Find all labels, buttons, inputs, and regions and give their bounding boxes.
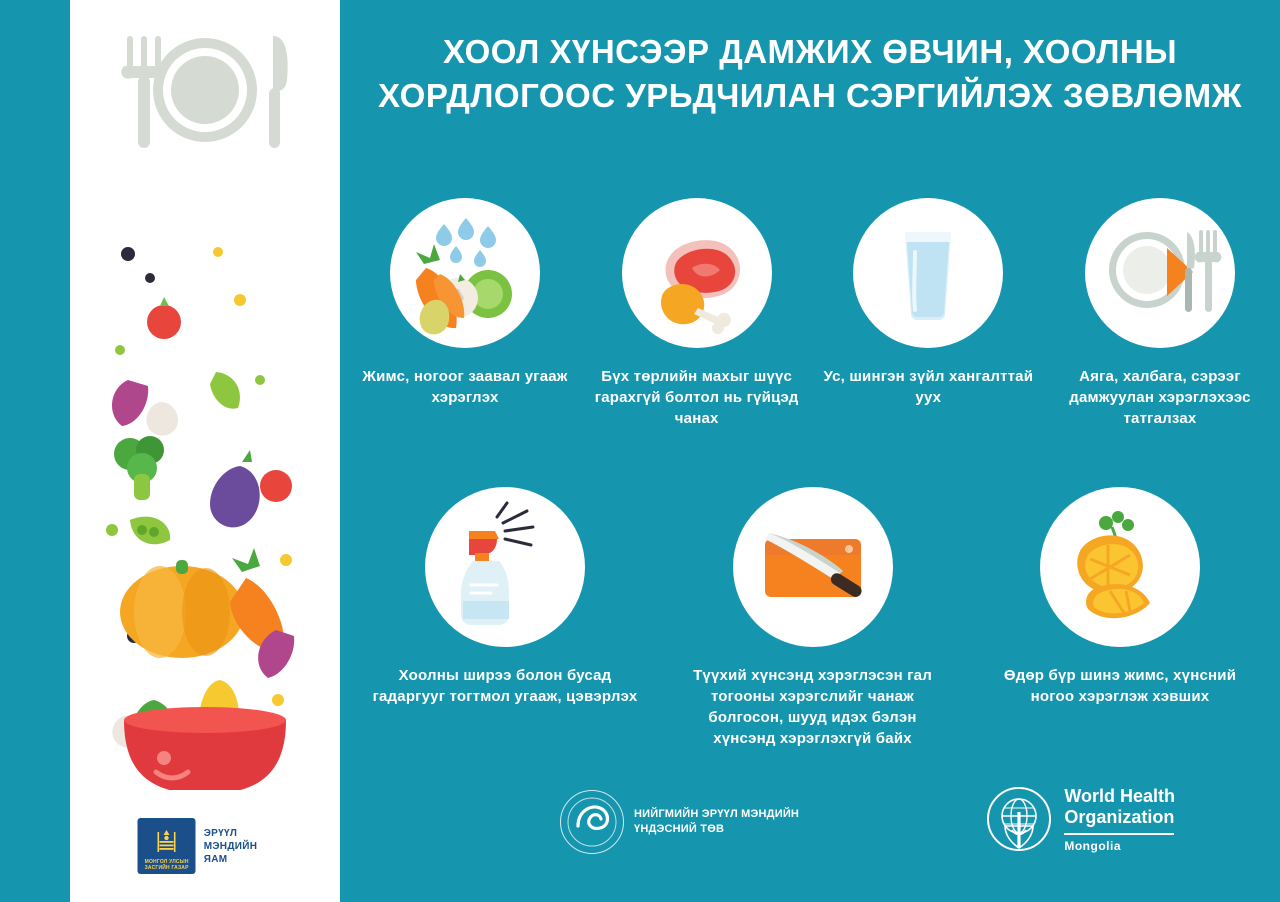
emblem-line2: ЗАСГИЙН ГАЗАР bbox=[144, 865, 189, 871]
spray-bottle-cleaning-icon bbox=[425, 487, 585, 647]
tips-row-1 bbox=[360, 198, 1265, 429]
ministry-logo bbox=[138, 818, 273, 874]
tip-label: Хоолны ширээ болон бусад гадаргууг тогтмол угааж, цэвэрлэх bbox=[372, 667, 638, 705]
tip-item bbox=[370, 487, 640, 749]
tips-row-2 bbox=[360, 487, 1265, 749]
tip-label: Ус, шингэн зүйл хангалттай уух bbox=[823, 368, 1034, 406]
ministry-name-line2: МЭНДИЙН ЯАМ bbox=[203, 840, 258, 865]
who-divider bbox=[1064, 833, 1174, 835]
ministry-emblem-icon bbox=[138, 818, 196, 874]
tip-item bbox=[678, 487, 948, 749]
nchd-line2: ҮНДЭСНИЙ ТӨВ bbox=[634, 823, 725, 835]
tip-item bbox=[823, 198, 1033, 429]
who-country: Mongolia bbox=[1064, 838, 1121, 853]
tip-label: Өдөр бүр шинэ жимс, хүнсний ногоо хэрэглэж хэвших bbox=[1003, 667, 1237, 705]
tip-label: Түүхий хүнсэнд хэрэглэсэн гал тогооны хэрэгслийг чанаж болгосон, шууд идэх бэлэн хүнсэнд хэрэглэхгүй байх bbox=[693, 667, 932, 747]
who-name-line1: World Health bbox=[1064, 786, 1175, 806]
plate-spoon-cup-sharing-icon bbox=[1085, 198, 1235, 348]
who-name-block bbox=[1064, 786, 1175, 853]
nchd-circular-logo-icon bbox=[560, 790, 624, 854]
tip-item bbox=[1055, 198, 1265, 429]
who-name-line2: Organization bbox=[1064, 807, 1175, 827]
ministry-name-line1: ЭРҮҮЛ bbox=[203, 827, 238, 839]
nchd-name bbox=[634, 807, 799, 837]
tip-label: Жимс, ногоог заавал угааж хэрэглэх bbox=[362, 368, 568, 406]
tip-item bbox=[592, 198, 802, 429]
who-emblem-icon bbox=[986, 786, 1052, 852]
vegetables-in-bowl-illustration bbox=[90, 230, 320, 795]
tip-item bbox=[985, 487, 1255, 749]
nchd-line1: НИЙГМИЙН ЭРҮҮЛ МЭНДИЙН bbox=[634, 808, 800, 820]
tip-label: Аяга, халбага, сэрээг дамжуулан хэрэглэхээс татгалзах bbox=[1069, 368, 1251, 427]
page-title: ХООЛ ХҮНСЭЭР ДАМЖИХ ӨВЧИН, ХООЛНЫ ХОРДЛОГООС УРЬДЧИЛАН СЭРГИЙЛЭХ ЗӨВЛӨМЖ bbox=[378, 33, 1242, 114]
tip-label: Бүх төрлийн махыг шүүс гарахгүй болтол нь гүйцэд чанах bbox=[594, 368, 799, 427]
who-logo bbox=[986, 786, 1175, 853]
washing-fruits-vegetables-icon bbox=[390, 198, 540, 348]
soyombo-symbol-icon bbox=[156, 829, 178, 857]
fresh-citrus-fruit-icon bbox=[1040, 487, 1200, 647]
left-panel bbox=[70, 0, 340, 902]
glass-of-water-icon bbox=[853, 198, 1003, 348]
footer bbox=[360, 782, 1265, 862]
nchd-logo bbox=[560, 790, 799, 854]
cooked-meat-icon bbox=[622, 198, 772, 348]
tips-grid bbox=[360, 198, 1265, 749]
tip-item bbox=[360, 198, 570, 429]
ministry-name bbox=[204, 827, 273, 866]
emblem-line1: МОНГОЛ УЛСЫН bbox=[144, 859, 189, 865]
knife-cutting-board-icon bbox=[733, 487, 893, 647]
plate-fork-knife-icon bbox=[105, 22, 305, 167]
